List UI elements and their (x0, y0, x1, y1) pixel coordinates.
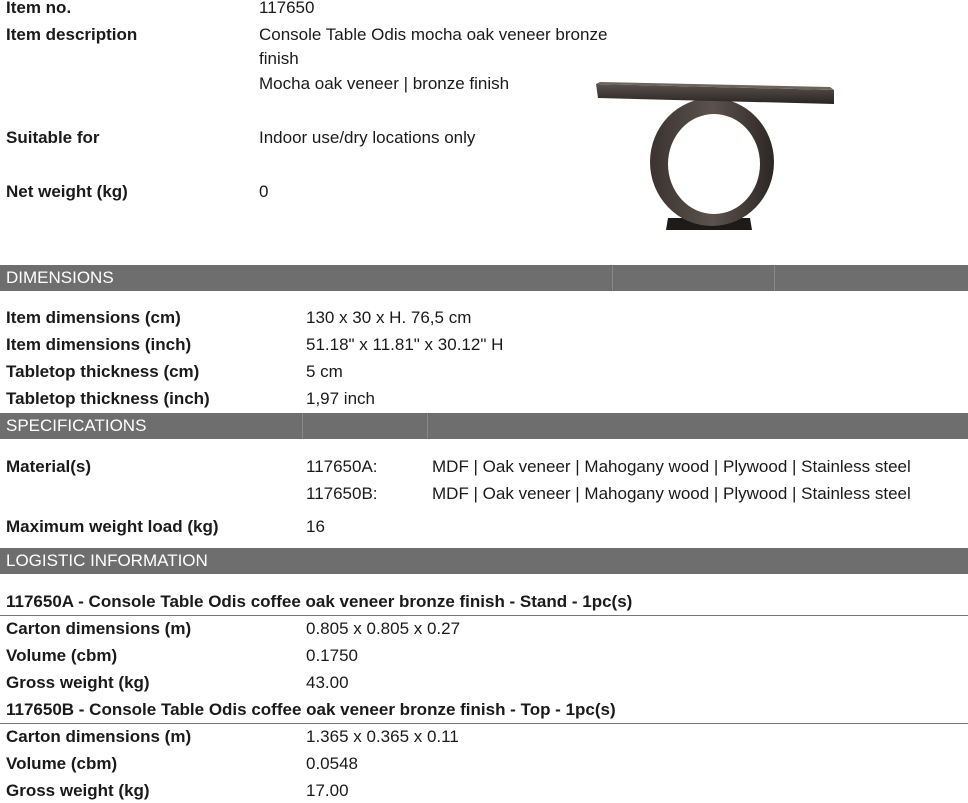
materials-label: Material(s) (6, 457, 92, 476)
logistic-value: 0.1750 (306, 646, 358, 665)
divider (0, 723, 968, 724)
logistic-label: Volume (cbm) (6, 646, 118, 665)
logistic-title: LOGISTIC INFORMATION (6, 551, 208, 570)
logistic-value: 0.805 x 0.805 x 0.27 (306, 619, 461, 638)
logistic-value: 0.0548 (306, 754, 358, 773)
item-description-label: Item description (6, 25, 138, 44)
band-separator (612, 265, 613, 291)
item-description-line2: finish (259, 49, 299, 68)
logistic-label: Gross weight (kg) (6, 673, 150, 692)
dimension-value: 1,97 inch (306, 389, 375, 408)
dimension-label: Tabletop thickness (inch) (6, 389, 210, 408)
logistic-label: Carton dimensions (m) (6, 619, 192, 638)
logistic-value: 1.365 x 0.365 x 0.11 (306, 727, 459, 746)
material-code: 117650A: (306, 457, 378, 476)
item-description-line3: Mocha oak veneer | bronze finish (259, 74, 510, 93)
package-heading: 117650A - Console Table Odis coffee oak veneer bronze finish - Stand - 1pc(s) (6, 592, 633, 611)
dimension-label: Tabletop thickness (cm) (6, 362, 200, 381)
max-weight-load-label: Maximum weight load (kg) (6, 517, 219, 536)
material-value: MDF | Oak veneer | Mahogany wood | Plywood | Stainless steel (432, 484, 911, 503)
suitable-for-value: Indoor use/dry locations only (259, 128, 476, 147)
dimensions-header (0, 265, 968, 291)
suitable-for-label: Suitable for (6, 128, 100, 147)
package-heading: 117650B - Console Table Odis coffee oak veneer bronze finish - Top - 1pc(s) (6, 700, 616, 719)
dimensions-title: DIMENSIONS (6, 268, 114, 287)
material-value: MDF | Oak veneer | Mahogany wood | Plywood | Stainless steel (432, 457, 911, 476)
logistic-value: 43.00 (306, 673, 349, 692)
logistic-label: Carton dimensions (m) (6, 727, 192, 746)
band-separator (774, 265, 775, 291)
dimension-value: 51.18" x 11.81" x 30.12" H (306, 335, 504, 354)
band-separator (427, 413, 428, 439)
specifications-header (0, 413, 968, 439)
dimension-value: 130 x 30 x H. 76,5 cm (306, 308, 472, 327)
material-code: 117650B: (306, 484, 378, 503)
net-weight-value: 0 (259, 182, 269, 201)
item-description-line1: Console Table Odis mocha oak veneer bronze (259, 25, 608, 44)
logistic-header (0, 548, 968, 574)
net-weight-label: Net weight (kg) (6, 182, 128, 201)
specifications-title: SPECIFICATIONS (6, 416, 147, 435)
product-image (590, 78, 840, 238)
dimension-label: Item dimensions (inch) (6, 335, 192, 354)
logistic-label: Gross weight (kg) (6, 781, 150, 800)
logistic-label: Volume (cbm) (6, 754, 118, 773)
item-no-label: Item no. (6, 0, 72, 17)
logistic-value: 17.00 (306, 781, 349, 800)
item-no-value: 117650 (259, 0, 315, 17)
band-separator (302, 413, 303, 439)
divider (0, 615, 968, 616)
dimension-value: 5 cm (306, 362, 343, 381)
max-weight-load-value: 16 (306, 517, 325, 536)
dimension-label: Item dimensions (cm) (6, 308, 181, 327)
